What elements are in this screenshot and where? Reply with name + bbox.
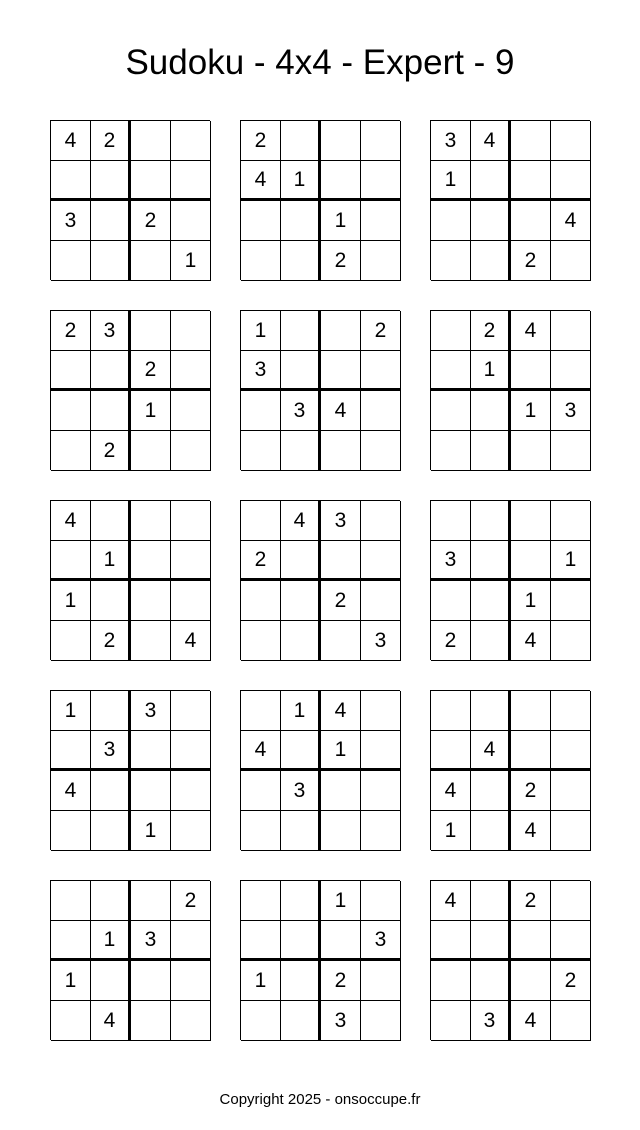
sudoku-cell xyxy=(321,621,361,661)
sudoku-cell xyxy=(241,811,281,851)
sudoku-cell xyxy=(131,311,171,351)
sudoku-cell: 4 xyxy=(241,161,281,201)
sudoku-cell xyxy=(171,311,211,351)
sudoku-cell xyxy=(91,201,131,241)
sudoku-cell: 1 xyxy=(321,201,361,241)
sudoku-cell xyxy=(51,241,91,281)
sudoku-cell xyxy=(241,581,281,621)
sudoku-cell xyxy=(171,391,211,431)
sudoku-cell: 1 xyxy=(51,961,91,1001)
sudoku-cell xyxy=(241,881,281,921)
sudoku-cell: 3 xyxy=(51,201,91,241)
sudoku-cell xyxy=(91,351,131,391)
sudoku-cell xyxy=(51,161,91,201)
sudoku-cell: 4 xyxy=(51,121,91,161)
sudoku-cell xyxy=(241,921,281,961)
sudoku-cell xyxy=(431,731,471,771)
sudoku-cell xyxy=(361,501,401,541)
sudoku-cell xyxy=(171,771,211,811)
sudoku-cell xyxy=(551,621,591,661)
sudoku-cell: 4 xyxy=(431,771,471,811)
sudoku-cell: 1 xyxy=(321,731,361,771)
sudoku-grid xyxy=(430,880,590,1040)
sudoku-cell: 1 xyxy=(431,811,471,851)
sudoku-cell: 1 xyxy=(51,581,91,621)
sudoku-cell: 3 xyxy=(241,351,281,391)
sudoku-cell: 1 xyxy=(91,921,131,961)
sudoku-cell: 1 xyxy=(511,391,551,431)
sudoku-cell xyxy=(321,351,361,391)
sudoku-cell: 2 xyxy=(471,311,511,351)
sudoku-cell xyxy=(51,731,91,771)
sudoku-cell: 2 xyxy=(171,881,211,921)
sudoku-cell xyxy=(471,431,511,471)
sudoku-cell: 4 xyxy=(51,501,91,541)
sudoku-cell xyxy=(431,1001,471,1041)
sudoku-cell xyxy=(171,961,211,1001)
sudoku-cell: 2 xyxy=(51,311,91,351)
sudoku-cell xyxy=(471,201,511,241)
sudoku-cell: 2 xyxy=(361,311,401,351)
sudoku-grid xyxy=(240,880,400,1040)
sudoku-cell: 3 xyxy=(551,391,591,431)
sudoku-cell xyxy=(281,961,321,1001)
sudoku-cell xyxy=(551,1001,591,1041)
sudoku-cell xyxy=(551,921,591,961)
sudoku-cell xyxy=(91,771,131,811)
sudoku-cell: 1 xyxy=(321,881,361,921)
sudoku-cell xyxy=(241,241,281,281)
sudoku-cell: 2 xyxy=(131,351,171,391)
sudoku-cell xyxy=(551,431,591,471)
sudoku-cell: 2 xyxy=(511,241,551,281)
sudoku-cell xyxy=(241,621,281,661)
sudoku-cell xyxy=(51,541,91,581)
sudoku-cell xyxy=(431,431,471,471)
sudoku-cell xyxy=(471,961,511,1001)
sudoku-cell xyxy=(91,391,131,431)
sudoku-cell xyxy=(131,241,171,281)
sudoku-cell: 4 xyxy=(471,731,511,771)
sudoku-cell: 1 xyxy=(471,351,511,391)
sudoku-cell xyxy=(471,621,511,661)
sudoku-cell xyxy=(51,391,91,431)
sudoku-cell xyxy=(241,771,281,811)
sudoku-cell xyxy=(321,771,361,811)
sudoku-cell xyxy=(131,771,171,811)
sudoku-cell xyxy=(361,771,401,811)
sudoku-cell xyxy=(551,881,591,921)
sudoku-cell xyxy=(551,501,591,541)
sudoku-cell xyxy=(321,431,361,471)
sudoku-cell xyxy=(281,541,321,581)
sudoku-grid xyxy=(50,880,210,1040)
sudoku-cell xyxy=(361,431,401,471)
sudoku-cell: 1 xyxy=(131,391,171,431)
sudoku-cell: 4 xyxy=(241,731,281,771)
sudoku-cell xyxy=(241,201,281,241)
sudoku-cell xyxy=(431,311,471,351)
sudoku-cell: 2 xyxy=(511,771,551,811)
sudoku-cell xyxy=(171,541,211,581)
sudoku-cell xyxy=(511,351,551,391)
sudoku-cell xyxy=(281,731,321,771)
sudoku-cell xyxy=(511,501,551,541)
sudoku-cell xyxy=(171,431,211,471)
sudoku-cell xyxy=(281,811,321,851)
sudoku-cell: 4 xyxy=(281,501,321,541)
sudoku-grid xyxy=(240,690,400,850)
sudoku-cell xyxy=(321,161,361,201)
sudoku-cell xyxy=(471,691,511,731)
sudoku-grid xyxy=(430,500,590,660)
sudoku-cell: 1 xyxy=(511,581,551,621)
sudoku-cell xyxy=(241,691,281,731)
sudoku-cell: 2 xyxy=(241,121,281,161)
sudoku-cell: 3 xyxy=(431,541,471,581)
sudoku-cell xyxy=(131,621,171,661)
sudoku-cell xyxy=(51,431,91,471)
sudoku-cell xyxy=(131,431,171,471)
sudoku-cell: 2 xyxy=(241,541,281,581)
sudoku-cell: 4 xyxy=(511,621,551,661)
sudoku-grid xyxy=(50,690,210,850)
sudoku-cell xyxy=(321,541,361,581)
sudoku-cell xyxy=(241,391,281,431)
page-title: Sudoku - 4x4 - Expert - 9 xyxy=(125,43,515,82)
copyright-footer: Copyright 2025 - onsoccupe.fr xyxy=(219,1091,421,1108)
sudoku-cell xyxy=(91,811,131,851)
sudoku-cell xyxy=(551,691,591,731)
sudoku-cell xyxy=(431,961,471,1001)
sudoku-cell: 4 xyxy=(321,691,361,731)
sudoku-cell: 3 xyxy=(131,921,171,961)
sudoku-cell xyxy=(471,581,511,621)
sudoku-cell xyxy=(171,121,211,161)
sudoku-cell xyxy=(551,241,591,281)
sudoku-cell: 2 xyxy=(91,121,131,161)
sudoku-grid xyxy=(50,500,210,660)
sudoku-cell xyxy=(361,691,401,731)
sudoku-cell xyxy=(511,731,551,771)
sudoku-cell xyxy=(91,881,131,921)
sudoku-cell xyxy=(431,501,471,541)
sudoku-cell xyxy=(91,161,131,201)
sudoku-cell xyxy=(321,811,361,851)
sudoku-cell xyxy=(431,581,471,621)
sudoku-cell xyxy=(51,881,91,921)
sudoku-cell: 1 xyxy=(171,241,211,281)
sudoku-cell: 4 xyxy=(511,1001,551,1041)
sudoku-grid xyxy=(50,120,210,280)
sudoku-cell xyxy=(471,161,511,201)
sudoku-cell: 3 xyxy=(431,121,471,161)
sudoku-cell xyxy=(281,431,321,471)
sudoku-cell xyxy=(551,351,591,391)
sudoku-cell xyxy=(171,1001,211,1041)
sudoku-cell xyxy=(511,961,551,1001)
sudoku-cell xyxy=(361,731,401,771)
sudoku-cell: 1 xyxy=(241,311,281,351)
sudoku-cell xyxy=(281,881,321,921)
sudoku-grid xyxy=(430,120,590,280)
sudoku-cell xyxy=(361,201,401,241)
sudoku-cell: 2 xyxy=(131,201,171,241)
sudoku-cell xyxy=(131,731,171,771)
sudoku-cell: 3 xyxy=(361,921,401,961)
sudoku-cell: 2 xyxy=(511,881,551,921)
sudoku-cell: 1 xyxy=(281,691,321,731)
sudoku-grid xyxy=(430,690,590,850)
sudoku-cell xyxy=(431,241,471,281)
sudoku-cell xyxy=(171,201,211,241)
sudoku-cell xyxy=(511,121,551,161)
sudoku-cell xyxy=(281,1001,321,1041)
sudoku-cell xyxy=(511,161,551,201)
sudoku-cell xyxy=(511,541,551,581)
sudoku-cell: 3 xyxy=(281,391,321,431)
sudoku-cell xyxy=(321,121,361,161)
sudoku-cell: 3 xyxy=(91,731,131,771)
sudoku-cell xyxy=(131,161,171,201)
sudoku-cell: 2 xyxy=(551,961,591,1001)
sudoku-cell xyxy=(171,811,211,851)
sudoku-cell: 4 xyxy=(551,201,591,241)
sudoku-cell xyxy=(511,201,551,241)
sudoku-grid xyxy=(50,310,210,470)
sudoku-cell: 3 xyxy=(281,771,321,811)
sudoku-cell xyxy=(551,811,591,851)
sudoku-cell: 2 xyxy=(91,621,131,661)
sudoku-cell xyxy=(131,1001,171,1041)
sudoku-cell: 2 xyxy=(321,241,361,281)
sudoku-cell xyxy=(171,501,211,541)
sudoku-cell xyxy=(171,921,211,961)
sudoku-cell: 4 xyxy=(91,1001,131,1041)
sudoku-cell xyxy=(321,921,361,961)
sudoku-cell xyxy=(471,241,511,281)
sudoku-cell xyxy=(431,691,471,731)
sudoku-cell xyxy=(51,811,91,851)
sudoku-cell xyxy=(131,961,171,1001)
sudoku-cell xyxy=(551,121,591,161)
sudoku-cell xyxy=(431,391,471,431)
sudoku-cell xyxy=(361,161,401,201)
sudoku-cell xyxy=(281,121,321,161)
sudoku-cell xyxy=(171,731,211,771)
sudoku-cell xyxy=(431,201,471,241)
sudoku-cell xyxy=(471,501,511,541)
sudoku-cell: 3 xyxy=(131,691,171,731)
sudoku-cell xyxy=(511,431,551,471)
sudoku-cell xyxy=(91,961,131,1001)
sudoku-cell xyxy=(171,581,211,621)
sudoku-cell: 4 xyxy=(321,391,361,431)
sudoku-cell xyxy=(131,121,171,161)
sudoku-cell: 1 xyxy=(281,161,321,201)
sudoku-cell: 1 xyxy=(51,691,91,731)
sudoku-cell xyxy=(281,351,321,391)
sudoku-cell: 4 xyxy=(511,311,551,351)
sudoku-cell: 4 xyxy=(51,771,91,811)
sudoku-cell xyxy=(241,1001,281,1041)
sudoku-cell xyxy=(361,391,401,431)
sudoku-cell xyxy=(471,541,511,581)
sudoku-cell xyxy=(51,351,91,391)
sudoku-cell: 2 xyxy=(431,621,471,661)
sudoku-cell xyxy=(551,161,591,201)
sudoku-grid xyxy=(240,310,400,470)
sudoku-grid xyxy=(430,310,590,470)
sudoku-cell: 3 xyxy=(321,501,361,541)
sudoku-cell xyxy=(431,921,471,961)
sudoku-cell: 1 xyxy=(431,161,471,201)
sudoku-cell: 3 xyxy=(91,311,131,351)
sudoku-cell: 4 xyxy=(431,881,471,921)
sudoku-cell xyxy=(321,311,361,351)
sudoku-cell xyxy=(91,241,131,281)
sudoku-cell xyxy=(91,691,131,731)
sudoku-cell xyxy=(51,621,91,661)
sudoku-cell xyxy=(361,541,401,581)
sudoku-cell xyxy=(471,881,511,921)
sudoku-cell xyxy=(361,1001,401,1041)
sudoku-cell: 4 xyxy=(471,121,511,161)
sudoku-cell xyxy=(171,691,211,731)
sudoku-cell xyxy=(551,771,591,811)
sudoku-cell xyxy=(281,201,321,241)
sudoku-cell xyxy=(91,501,131,541)
sudoku-cell xyxy=(361,581,401,621)
sudoku-cell xyxy=(431,351,471,391)
sudoku-cell xyxy=(241,501,281,541)
sudoku-cell xyxy=(281,581,321,621)
sudoku-cell: 2 xyxy=(321,581,361,621)
sudoku-cell xyxy=(471,771,511,811)
sudoku-cell xyxy=(281,241,321,281)
sudoku-cell: 3 xyxy=(471,1001,511,1041)
sudoku-cell xyxy=(361,241,401,281)
sudoku-cell xyxy=(241,431,281,471)
sudoku-grid xyxy=(240,500,400,660)
sudoku-cell: 1 xyxy=(241,961,281,1001)
sudoku-cell xyxy=(361,351,401,391)
sudoku-cell: 1 xyxy=(91,541,131,581)
sudoku-cell xyxy=(471,921,511,961)
sudoku-cell: 3 xyxy=(361,621,401,661)
sudoku-cell xyxy=(131,881,171,921)
sudoku-cell xyxy=(471,811,511,851)
sudoku-cell xyxy=(551,581,591,621)
sudoku-cell: 3 xyxy=(321,1001,361,1041)
sudoku-cell xyxy=(551,311,591,351)
sudoku-cell xyxy=(361,121,401,161)
sudoku-cell xyxy=(471,391,511,431)
sudoku-cell: 4 xyxy=(171,621,211,661)
sudoku-cell xyxy=(131,581,171,621)
sudoku-cell xyxy=(281,621,321,661)
sudoku-grid xyxy=(240,120,400,280)
sudoku-cell xyxy=(361,961,401,1001)
sudoku-cell xyxy=(171,161,211,201)
sudoku-cell xyxy=(281,311,321,351)
sudoku-cell: 1 xyxy=(551,541,591,581)
sudoku-cell: 2 xyxy=(91,431,131,471)
sudoku-cell: 1 xyxy=(131,811,171,851)
sudoku-cell xyxy=(361,881,401,921)
sudoku-cell xyxy=(511,691,551,731)
sudoku-cell xyxy=(131,541,171,581)
sudoku-cell xyxy=(91,581,131,621)
sudoku-cell xyxy=(51,921,91,961)
sudoku-cell xyxy=(281,921,321,961)
sudoku-cell xyxy=(511,921,551,961)
sudoku-cell xyxy=(361,811,401,851)
sudoku-cell xyxy=(171,351,211,391)
sudoku-cell xyxy=(551,731,591,771)
sudoku-cell xyxy=(51,1001,91,1041)
sudoku-cell xyxy=(131,501,171,541)
sudoku-cell: 2 xyxy=(321,961,361,1001)
sudoku-cell: 4 xyxy=(511,811,551,851)
